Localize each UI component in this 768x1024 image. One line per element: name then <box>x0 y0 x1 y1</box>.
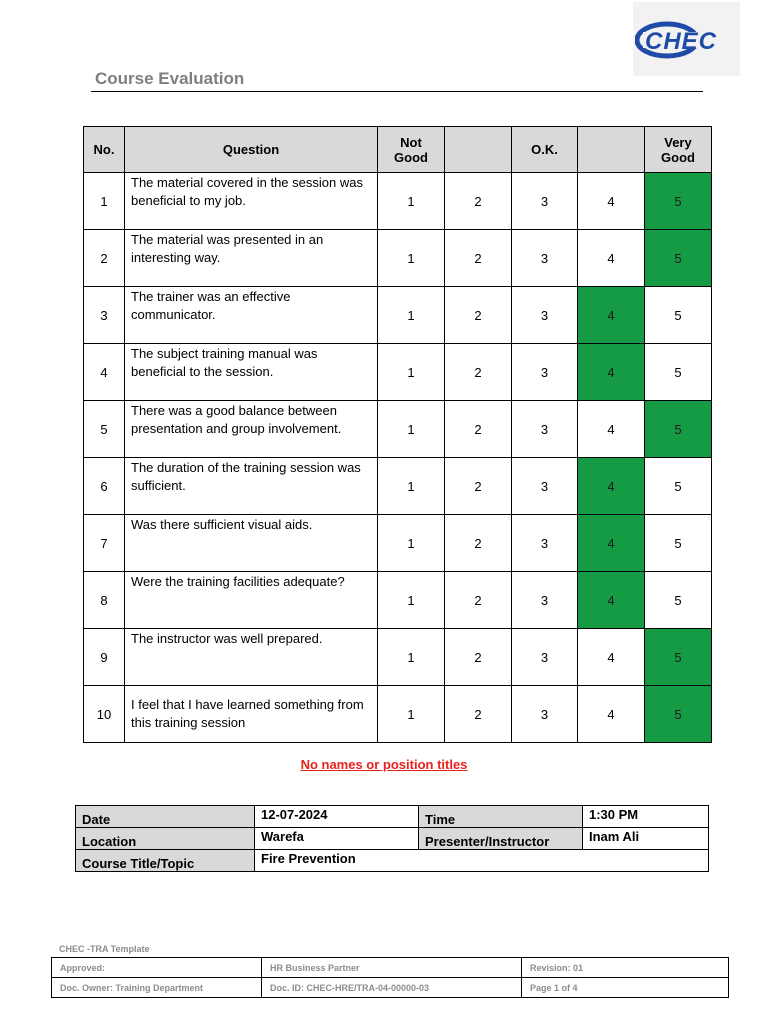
row-number: 1 <box>84 173 125 230</box>
row-number: 7 <box>84 515 125 572</box>
question-text: The subject training manual was beneficial to the session. <box>125 344 378 401</box>
row-number: 5 <box>84 401 125 458</box>
rating-cell: 3 <box>512 230 578 287</box>
row-number: 9 <box>84 629 125 686</box>
header-very-good-label: Very Good <box>661 134 695 165</box>
presenter-value: Inam Ali <box>583 828 709 850</box>
evaluation-row <box>84 572 712 629</box>
info-row-course <box>76 850 709 872</box>
rating-cell: 5 <box>645 572 712 629</box>
rating-cell: 3 <box>512 344 578 401</box>
rating-cell: 2 <box>445 344 512 401</box>
rating-cell: 5 <box>645 515 712 572</box>
document-control-table <box>51 957 729 998</box>
question-text: The instructor was well prepared. <box>125 629 378 686</box>
question-text: The duration of the training session was sufficient. <box>125 458 378 515</box>
evaluation-row <box>84 287 712 344</box>
question-text: There was a good balance between presentation and group involvement. <box>125 401 378 458</box>
course-label: Course Title/Topic <box>76 850 255 872</box>
rating-cell: 1 <box>378 686 445 743</box>
question-text: The material covered in the session was beneficial to my job. <box>125 173 378 230</box>
rating-cell: 1 <box>378 572 445 629</box>
company-logo <box>633 2 740 76</box>
rating-cell: 2 <box>445 515 512 572</box>
rating-cell: 2 <box>445 572 512 629</box>
rating-cell: 1 <box>378 629 445 686</box>
chec-logo-icon <box>635 20 739 60</box>
date-value: 12-07-2024 <box>255 806 419 828</box>
header-not-good <box>378 127 445 173</box>
rating-cell: 3 <box>512 458 578 515</box>
info-row-location-presenter <box>76 828 709 850</box>
location-value: Warefa <box>255 828 419 850</box>
approver-value: HR Business Partner <box>262 958 522 978</box>
rating-cell: 5 <box>645 287 712 344</box>
evaluation-row <box>84 515 712 572</box>
rating-cell: 1 <box>378 344 445 401</box>
rating-cell: 2 <box>445 401 512 458</box>
rating-cell-selected: 5 <box>645 230 712 287</box>
rating-cell-selected: 5 <box>645 629 712 686</box>
rating-cell-selected: 4 <box>578 515 645 572</box>
rating-cell-selected: 4 <box>578 344 645 401</box>
rating-cell: 3 <box>512 572 578 629</box>
rating-cell: 2 <box>445 230 512 287</box>
rating-cell: 5 <box>645 344 712 401</box>
evaluation-body <box>84 173 712 743</box>
course-value: Fire Prevention <box>255 850 709 872</box>
evaluation-row <box>84 173 712 230</box>
question-text: Was there sufficient visual aids. <box>125 515 378 572</box>
time-label: Time <box>419 806 583 828</box>
row-number: 8 <box>84 572 125 629</box>
rating-cell: 1 <box>378 230 445 287</box>
info-row-date-time <box>76 806 709 828</box>
header-blank-2 <box>445 127 512 173</box>
rating-cell: 2 <box>445 287 512 344</box>
rating-cell-selected: 4 <box>578 458 645 515</box>
rating-cell: 1 <box>378 458 445 515</box>
evaluation-row <box>84 401 712 458</box>
revision-value: Revision: 01 <box>522 958 729 978</box>
rating-cell: 3 <box>512 686 578 743</box>
page-title: Course Evaluation <box>95 69 245 88</box>
page-number: Page 1 of 4 <box>522 978 729 998</box>
header-blank-4 <box>578 127 645 173</box>
header-no: No. <box>84 127 125 173</box>
question-text: I feel that I have learned something from this training session <box>125 686 378 743</box>
row-number: 6 <box>84 458 125 515</box>
logo-text: CHEC <box>645 28 718 55</box>
row-number: 4 <box>84 344 125 401</box>
rating-cell: 3 <box>512 287 578 344</box>
privacy-warning: No names or position titles <box>300 757 468 772</box>
doc-control-row-2 <box>52 978 729 998</box>
rating-cell-selected: 4 <box>578 287 645 344</box>
row-number: 2 <box>84 230 125 287</box>
rating-cell: 3 <box>512 173 578 230</box>
rating-cell-selected: 5 <box>645 401 712 458</box>
presenter-label: Presenter/Instructor <box>419 828 583 850</box>
rating-cell: 4 <box>578 173 645 230</box>
header-ok: O.K. <box>512 127 578 173</box>
rating-cell: 1 <box>378 515 445 572</box>
date-label: Date <box>76 806 255 828</box>
rating-cell: 4 <box>578 401 645 458</box>
location-label: Location <box>76 828 255 850</box>
rating-cell: 1 <box>378 287 445 344</box>
question-text: The trainer was an effective communicator. <box>125 287 378 344</box>
header-not-good-label: Not Good <box>394 134 428 165</box>
row-number: 3 <box>84 287 125 344</box>
rating-cell: 5 <box>645 458 712 515</box>
question-text: Were the training facilities adequate? <box>125 572 378 629</box>
rating-cell: 3 <box>512 515 578 572</box>
rating-cell: 4 <box>578 629 645 686</box>
evaluation-row <box>84 458 712 515</box>
rating-cell: 2 <box>445 458 512 515</box>
evaluation-row <box>84 344 712 401</box>
rating-cell: 4 <box>578 230 645 287</box>
rating-cell: 3 <box>512 401 578 458</box>
row-number: 10 <box>84 686 125 743</box>
evaluation-header-row <box>84 127 712 173</box>
header-very-good <box>645 127 712 173</box>
time-value: 1:30 PM <box>583 806 709 828</box>
rating-cell: 3 <box>512 629 578 686</box>
rating-cell: 2 <box>445 686 512 743</box>
template-name: CHEC -TRA Template <box>59 944 150 954</box>
evaluation-row <box>84 686 712 743</box>
rating-cell: 2 <box>445 173 512 230</box>
rating-cell-selected: 5 <box>645 173 712 230</box>
evaluation-row <box>84 629 712 686</box>
rating-cell-selected: 4 <box>578 572 645 629</box>
evaluation-row <box>84 230 712 287</box>
header-question: Question <box>125 127 378 173</box>
approved-label: Approved: <box>52 958 262 978</box>
title-divider <box>91 91 703 92</box>
rating-cell: 2 <box>445 629 512 686</box>
doc-control-row-1 <box>52 958 729 978</box>
rating-cell: 4 <box>578 686 645 743</box>
doc-owner: Doc. Owner: Training Department <box>52 978 262 998</box>
rating-cell: 1 <box>378 401 445 458</box>
doc-id: Doc. ID: CHEC-HRE/TRA-04-00000-03 <box>262 978 522 998</box>
session-info-table <box>75 805 709 872</box>
rating-cell: 1 <box>378 173 445 230</box>
evaluation-table <box>83 126 712 743</box>
question-text: The material was presented in an interesting way. <box>125 230 378 287</box>
rating-cell-selected: 5 <box>645 686 712 743</box>
